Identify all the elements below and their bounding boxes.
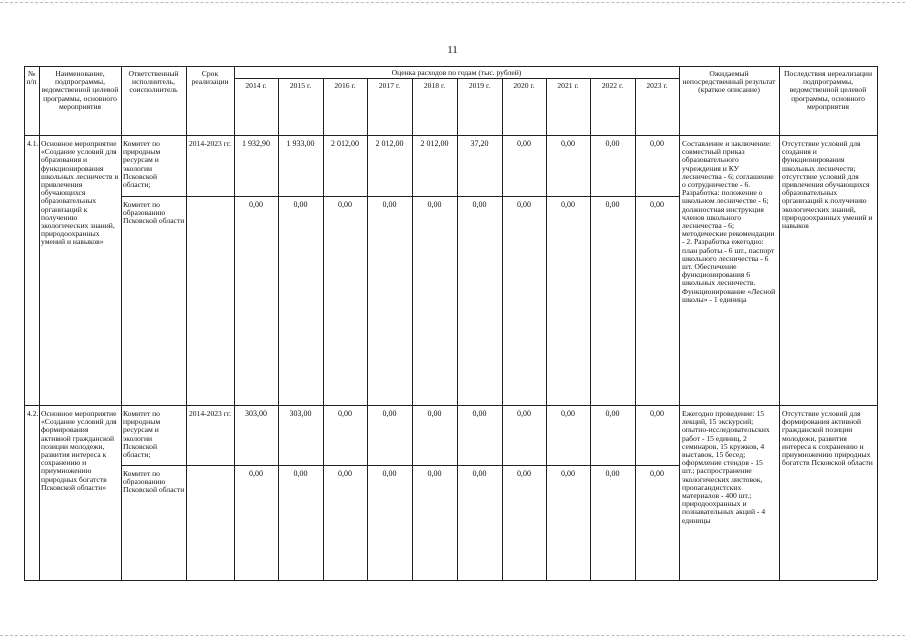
row-cost-main: 0,00 [650, 410, 664, 418]
row-cost-main: 0,00 [472, 410, 487, 418]
header-year: 2014 г. [245, 82, 267, 90]
header-year: 2020 г. [513, 82, 535, 90]
year-column-line [502, 78, 503, 580]
row-cost-co: 0,00 [472, 201, 487, 209]
row-cost-co: 0,00 [293, 201, 308, 209]
row-cost-co: 0,00 [472, 470, 487, 478]
page-number: 11 [447, 44, 458, 56]
year-column-line [457, 78, 458, 580]
row-cost-main: 0,00 [427, 410, 442, 418]
year-column-line [590, 78, 591, 580]
header-year: 2019 г. [468, 82, 491, 90]
row-term: 2014-2023 гг. [188, 140, 232, 148]
row-cost-main: 0,00 [605, 140, 620, 148]
row-executor-co: Комитет по образованию Псковской области [123, 201, 185, 226]
row-cost-main: 0,00 [517, 410, 531, 418]
header-year: 2017 г. [378, 82, 401, 90]
row-cost-co: 0,00 [561, 201, 575, 209]
row-cost-co: 0,00 [605, 201, 620, 209]
column-line [121, 66, 122, 580]
row-cost-co: 0,00 [382, 201, 397, 209]
row-cost-co: 0,00 [293, 470, 308, 478]
row-cost-co: 0,00 [605, 470, 620, 478]
row-cost-main: 1 933,00 [286, 140, 315, 148]
row-cost-main: 0,00 [338, 410, 352, 418]
row-expected-result: Ежегодно проведение: 15 лекций, 15 экскурсий; опытно-исследовательских работ - 15 единиц, 2 семинаров, 15 кружков, 4 выставок, 15 бесед; оформление стендов - 15 шт.; распространение экологических листовок, пропагандистских материалов - 400 шт.; природоохранных и познавательных акций - 4 единицы [682, 410, 770, 525]
header-term: Срок реализации [191, 70, 229, 87]
row-cost-co: 0,00 [650, 470, 664, 478]
row-executor-main: Комитет по природным ресурсам и экологии Псковской области; [123, 410, 161, 460]
row-cost-co: 0,00 [517, 470, 531, 478]
row-cost-main: 303,00 [289, 410, 312, 418]
column-line [234, 66, 235, 580]
year-column-line [367, 78, 368, 580]
row-consequence: Отсутствие условий для создания и функционирования школьных лесничеств; отсутствие условий для привлечения обучающихся образовательных организаций к получению экологических знаний, природоохранных умений и навыков [782, 140, 873, 231]
header-year: 2023 г. [646, 82, 668, 90]
column-line [186, 66, 187, 580]
row-cost-main: 0,00 [650, 140, 664, 148]
row-cost-main: 2 012,00 [420, 140, 449, 148]
row-executor-main: Комитет по природным ресурсам и экологии Псковской области; [123, 140, 161, 190]
year-column-line [412, 78, 413, 580]
header-bottom-border [24, 135, 877, 136]
row-divider [24, 405, 877, 406]
year-column-line [546, 78, 547, 580]
header-year: 2022 г. [601, 82, 624, 90]
row-cost-main: 0,00 [517, 140, 531, 148]
row-term: 2014-2023 гг. [188, 410, 232, 418]
row-cost-co: 0,00 [517, 201, 531, 209]
header-name: Наименование, подпрограммы, ведомственной целевой программы, основного мероприятия [41, 70, 119, 111]
row-cost-co: 0,00 [561, 470, 575, 478]
row-cost-main: 2 012,00 [375, 140, 404, 148]
row-cost-co: 0,00 [427, 470, 442, 478]
year-column-line [278, 78, 279, 580]
table-bottom-border [24, 580, 877, 581]
row-cost-main: 0,00 [605, 410, 620, 418]
row-expected-result: Составление и заключение: совместный приказ образовательного учреждения и КУ лесничества - 6; соглашение о сотрудничестве - 6. Разработка: положение о школьном лесничестве - 6; должностная инструкция членов школьного лесничества - 6; методические рекомендации - 2. Разработка ежегодно: план работы - 6 шт., паспорт школьного лесничества - 6 шт. Обеспечение функционирования 6 школьных лесничеств. Функционирование «Лесной школы» - 1 единица [682, 140, 776, 304]
row-cost-main: 0,00 [561, 140, 575, 148]
row-number: 4.2. [27, 410, 39, 418]
row-cost-main: 0,00 [382, 410, 397, 418]
row-name: Основное мероприятие «Создание условий для образования и функционирования школьных лесничеств и привлечения обучающихся образовательных организаций к получению экологических знаний, природоохранных умений и навыков» [41, 140, 119, 247]
year-column-line [323, 78, 324, 580]
table-top-border [24, 66, 877, 67]
row-cost-main: 37,20 [470, 140, 489, 148]
header-responsible: Ответственный исполнитель, соисполнитель [128, 70, 179, 95]
row-executor-co: Комитет по образованию Псковской области [123, 470, 185, 495]
row-cost-co: 0,00 [650, 201, 664, 209]
row-name: Основное мероприятие «Создание условий для формирования активной гражданской позиции молодежи, развития интереса к сохранению и приумножению природных богатств Псковской области» [41, 410, 117, 492]
row-cost-co: 0,00 [249, 470, 263, 478]
year-column-line [635, 78, 636, 580]
row-cost-co: 0,00 [338, 470, 352, 478]
column-line [679, 66, 680, 580]
header-year: 2015 г. [289, 82, 312, 90]
row-number: 4.1. [27, 140, 39, 148]
scan-edge-top [0, 2, 905, 3]
row-cost-co: 0,00 [249, 201, 263, 209]
scan-edge-bottom [0, 635, 905, 636]
row-cost-co: 0,00 [382, 470, 397, 478]
row-consequence: Отсутствие условий для формирования активной гражданской позиции молодежи, развития интереса к сохранению и приумножению природных богатств Псковской области [782, 410, 873, 468]
column-line [24, 66, 25, 580]
header-year: 2021 г. [557, 82, 579, 90]
header-year: 2016 г. [334, 82, 356, 90]
row-cost-co: 0,00 [338, 201, 352, 209]
row-cost-main: 1 932,90 [242, 140, 270, 148]
header-consequences: Последствия нереализации подпрограммы, ведомственной целевой программы, основного мероприятия [783, 70, 873, 111]
column-line [779, 66, 780, 580]
header-costs-title: Оценка расходов по годам (тыс. рублей) [391, 69, 522, 77]
row-cost-main: 303,00 [245, 410, 267, 418]
row-cost-main: 2 012,00 [331, 140, 359, 148]
row-cost-main: 0,00 [561, 410, 575, 418]
column-line [877, 66, 878, 580]
row-split-line [121, 465, 679, 466]
row-cost-co: 0,00 [427, 201, 442, 209]
header-expected: Ожидаемый непосредственный результат (краткое описание) [682, 70, 776, 95]
header-year: 2018 г. [423, 82, 446, 90]
header-no: № п/п [26, 70, 37, 87]
row-split-line [121, 196, 679, 197]
column-line [39, 66, 40, 580]
